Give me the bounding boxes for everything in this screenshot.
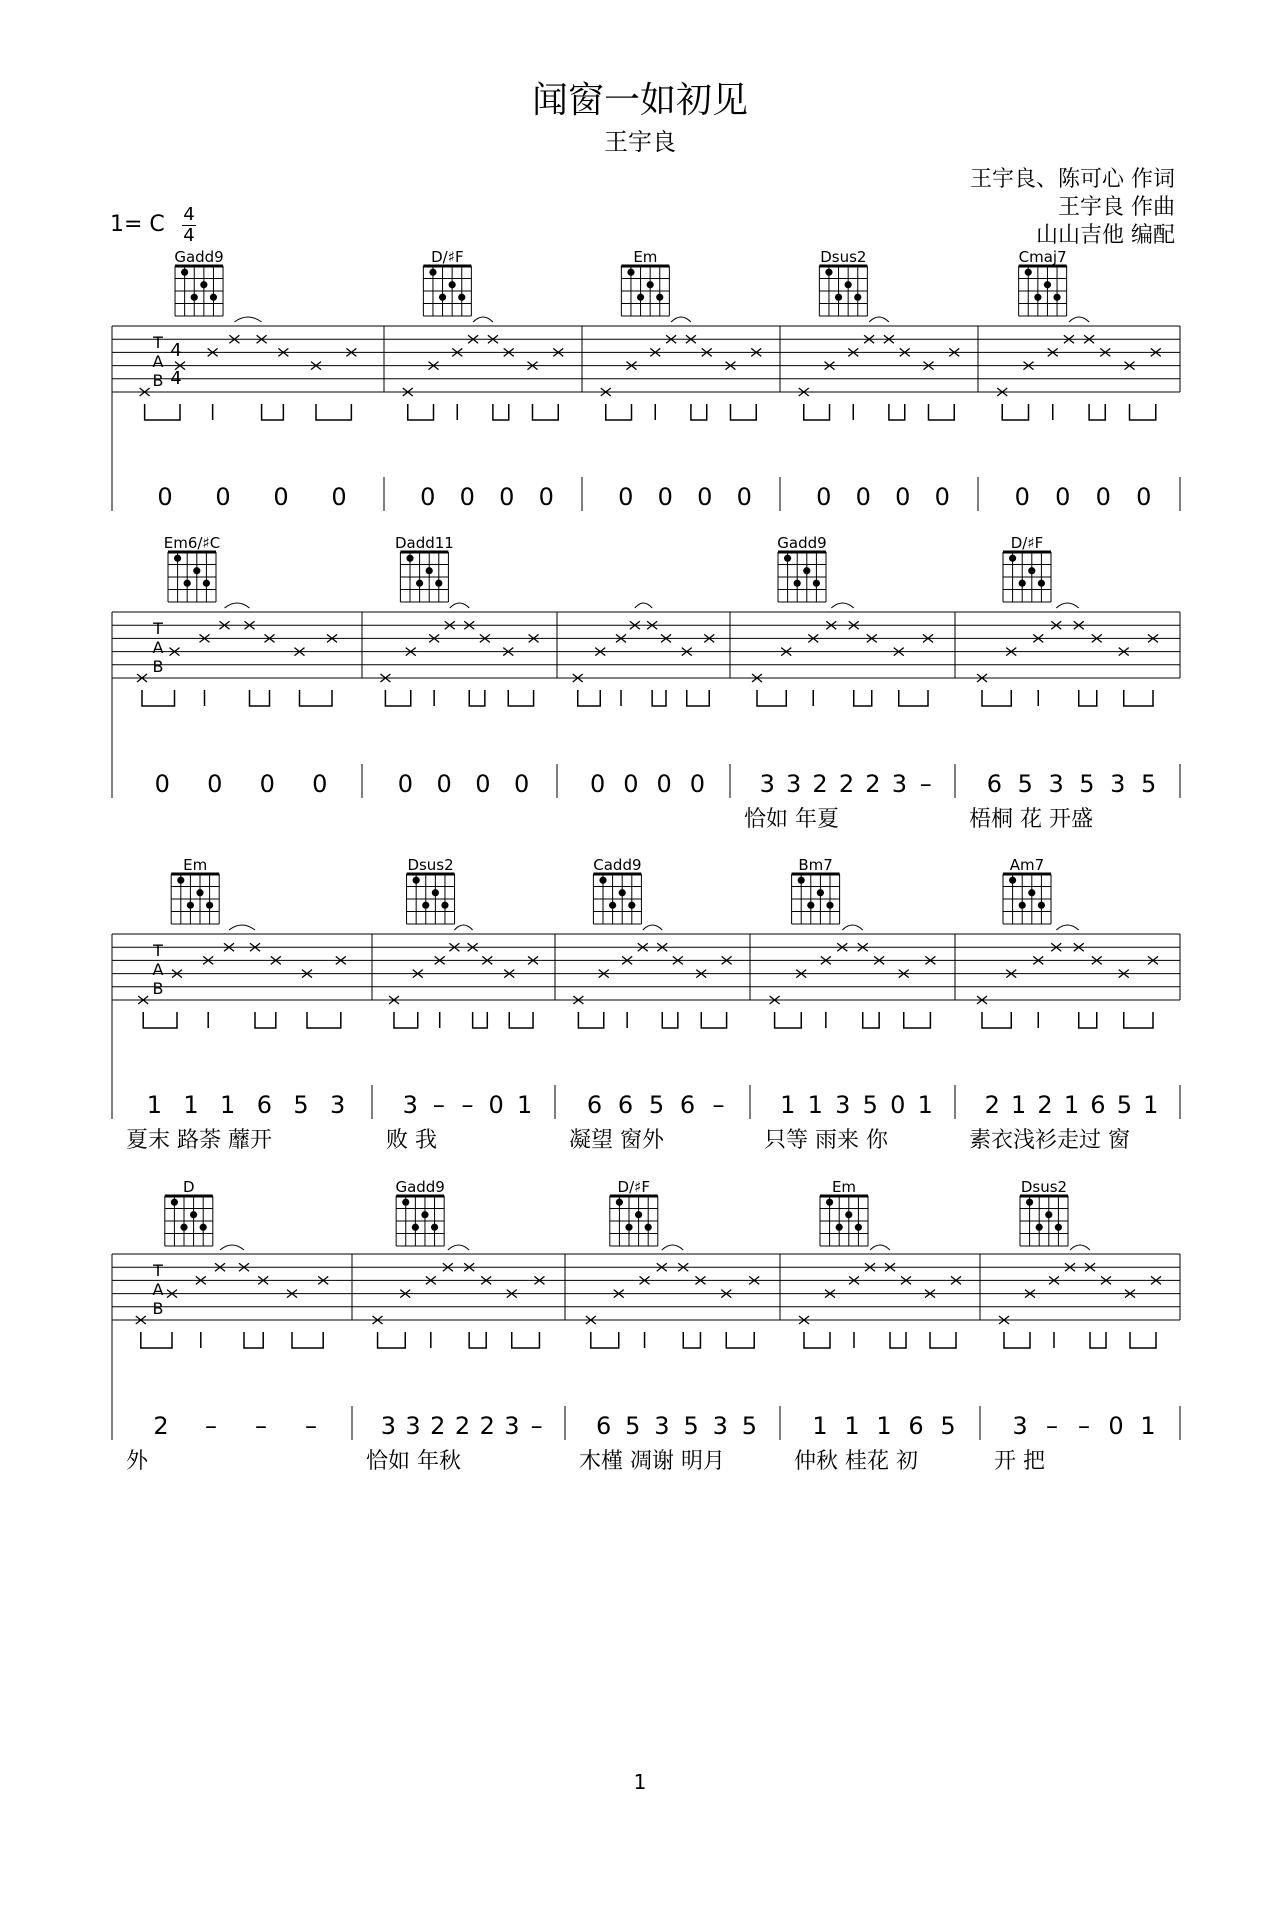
tab-clef-letter: B bbox=[152, 1299, 164, 1318]
diagram-dot bbox=[426, 567, 433, 574]
chord-name: Bm7 bbox=[798, 856, 833, 874]
jianpu-note: 1 bbox=[812, 1412, 828, 1440]
measure-4 bbox=[744, 534, 933, 832]
chord-name: Gadd9 bbox=[174, 248, 224, 266]
lyric-text: 夏末 路荼 蘼开 bbox=[126, 1128, 272, 1153]
chord-name: D/♯F bbox=[431, 248, 464, 266]
diagram-dot bbox=[1038, 902, 1045, 909]
tie-arc bbox=[671, 317, 691, 322]
lyric-text: 梧桐 花 开盛 bbox=[969, 807, 1093, 832]
measure-4 bbox=[764, 856, 935, 1153]
diagram-dot bbox=[413, 877, 420, 884]
jianpu-note: – bbox=[919, 770, 932, 798]
measure-5 bbox=[969, 534, 1158, 832]
jianpu-note: – bbox=[432, 1091, 445, 1119]
jianpu-note: 5 bbox=[1017, 770, 1033, 798]
jianpu-note: 5 bbox=[940, 1412, 956, 1440]
tab-beam bbox=[408, 404, 558, 420]
tie-arc bbox=[1056, 603, 1079, 608]
diagram-dot bbox=[845, 281, 852, 288]
tab-beam bbox=[982, 690, 1153, 706]
diagram-dot bbox=[406, 555, 413, 562]
diagram-dot bbox=[854, 294, 861, 301]
tie-arc bbox=[473, 317, 493, 322]
system-2 bbox=[112, 534, 1180, 832]
jianpu-note: 3 bbox=[1048, 770, 1064, 798]
jianpu-note: 0 bbox=[273, 483, 289, 511]
tie-arc bbox=[643, 925, 663, 930]
tie-arc bbox=[225, 603, 250, 608]
diagram-dot bbox=[184, 580, 191, 587]
jianpu-note: 0 bbox=[1108, 1412, 1124, 1440]
tab-beam bbox=[145, 404, 352, 420]
tab-clef-letter: T bbox=[153, 941, 163, 960]
time-sig-denominator: 4 bbox=[183, 225, 195, 246]
diagram-dot bbox=[637, 294, 644, 301]
diagram-dot bbox=[210, 294, 217, 301]
diagram-dot bbox=[421, 1211, 428, 1218]
diagram-dot bbox=[855, 1224, 862, 1231]
lyric-text: 只等 雨来 你 bbox=[764, 1128, 888, 1153]
diagram-dot bbox=[635, 1211, 642, 1218]
jianpu-note: 0 bbox=[154, 770, 170, 798]
measure-1 bbox=[126, 1178, 328, 1474]
diagram-dot bbox=[193, 567, 200, 574]
jianpu-note: 0 bbox=[934, 483, 950, 511]
jianpu-note: 6 bbox=[256, 1091, 272, 1119]
jianpu-note: 1 bbox=[183, 1091, 199, 1119]
measure-4 bbox=[794, 1178, 961, 1474]
jianpu-note: – bbox=[712, 1091, 725, 1119]
jianpu-note: 1 bbox=[220, 1091, 236, 1119]
diagram-dot bbox=[200, 281, 207, 288]
jianpu-note: 0 bbox=[895, 483, 911, 511]
chord-name: Dsus2 bbox=[1020, 1178, 1068, 1196]
chord-name: Dadd11 bbox=[394, 534, 454, 552]
tab-beam bbox=[1004, 1332, 1156, 1348]
diagram-dot bbox=[1026, 1199, 1033, 1206]
tie-arc bbox=[635, 603, 652, 608]
jianpu-note: 3 bbox=[330, 1091, 346, 1119]
jianpu-note: 0 bbox=[697, 483, 713, 511]
diagram-dot bbox=[645, 1224, 652, 1231]
tab-beam bbox=[591, 1332, 754, 1348]
jianpu-note: – bbox=[205, 1412, 217, 1440]
jianpu-note: 5 bbox=[1140, 770, 1157, 798]
diagram-dot bbox=[1028, 567, 1035, 574]
diagram-dot bbox=[1053, 294, 1060, 301]
tab-beam bbox=[775, 1012, 931, 1028]
jianpu-note: 5 bbox=[293, 1091, 309, 1119]
diagram-dot bbox=[1009, 877, 1016, 884]
jianpu-note: 0 bbox=[157, 483, 173, 511]
jianpu-note: 3 bbox=[891, 770, 907, 798]
chord-name: Em6/♯C bbox=[163, 534, 221, 552]
lyric-text: 恰如 年夏 bbox=[744, 807, 839, 832]
tab-beam bbox=[385, 690, 533, 706]
jianpu-note: 2 bbox=[153, 1412, 169, 1440]
diagram-dot bbox=[794, 580, 801, 587]
jianpu-note: 2 bbox=[812, 770, 828, 798]
jianpu-note: 0 bbox=[618, 483, 634, 511]
measure-4 bbox=[799, 248, 959, 511]
jianpu-note: 5 bbox=[625, 1412, 641, 1440]
tie-arc bbox=[450, 603, 470, 608]
measure-3 bbox=[601, 248, 761, 511]
jianpu-note: 0 bbox=[207, 770, 223, 798]
measure-3 bbox=[573, 603, 714, 798]
system-3 bbox=[112, 856, 1180, 1153]
jianpu-note: 3 bbox=[504, 1412, 520, 1440]
jianpu-note: 0 bbox=[1136, 483, 1152, 511]
measure-2 bbox=[386, 856, 538, 1153]
jianpu-note: – bbox=[305, 1412, 317, 1440]
diagram-dot bbox=[784, 555, 791, 562]
tab-beam bbox=[757, 690, 928, 706]
diagram-dot bbox=[449, 281, 456, 288]
jianpu-note: 1 bbox=[876, 1412, 892, 1440]
jianpu-note: 1 bbox=[1143, 1091, 1159, 1119]
jianpu-note: 0 bbox=[589, 770, 606, 798]
diagram-dot bbox=[206, 902, 213, 909]
measure-5 bbox=[994, 1178, 1161, 1474]
key-signature: 1= C bbox=[110, 212, 165, 237]
diagram-dot bbox=[458, 294, 465, 301]
jianpu-note: 2 bbox=[838, 770, 855, 798]
diagram-dot bbox=[190, 1211, 197, 1218]
jianpu-note: 5 bbox=[741, 1412, 758, 1440]
jianpu-note: 5 bbox=[683, 1412, 699, 1440]
jianpu-note: 3 bbox=[786, 770, 802, 798]
jianpu-note: 0 bbox=[1055, 483, 1071, 511]
credit-arranger: 山山吉他 编配 bbox=[1036, 223, 1175, 248]
jianpu-note: – bbox=[530, 1412, 543, 1440]
diagram-dot bbox=[412, 1224, 419, 1231]
diagram-dot bbox=[1034, 294, 1041, 301]
jianpu-note: 3 bbox=[654, 1412, 670, 1440]
jianpu-note: 0 bbox=[816, 483, 832, 511]
jianpu-note: 1 bbox=[517, 1091, 533, 1119]
jianpu-note: 5 bbox=[648, 1091, 665, 1119]
jianpu-note: 6 bbox=[679, 1091, 696, 1119]
jianpu-note: 1 bbox=[844, 1412, 860, 1440]
jianpu-note: 1 bbox=[917, 1091, 933, 1119]
diagram-dot bbox=[174, 555, 181, 562]
diagram-dot bbox=[609, 902, 616, 909]
diagram-dot bbox=[203, 580, 210, 587]
chord-name: D/♯F bbox=[1010, 534, 1044, 552]
diagram-dot bbox=[836, 1224, 843, 1231]
jianpu-note: 0 bbox=[420, 483, 436, 511]
lyric-text: 仲秋 桂花 初 bbox=[794, 1449, 918, 1474]
diagram-dot bbox=[1055, 1224, 1062, 1231]
diagram-dot bbox=[647, 281, 654, 288]
tie-arc bbox=[1070, 1245, 1090, 1250]
diagram-dot bbox=[187, 902, 194, 909]
jianpu-note: 3 bbox=[712, 1412, 728, 1440]
chord-name: Em bbox=[183, 856, 208, 874]
jianpu-note: 1 bbox=[1011, 1091, 1027, 1119]
tie-arc bbox=[870, 1245, 890, 1250]
diagram-dot bbox=[625, 1224, 632, 1231]
jianpu-note: 0 bbox=[499, 483, 515, 511]
diagram-dot bbox=[1019, 902, 1026, 909]
tie-arc bbox=[454, 925, 472, 930]
diagram-dot bbox=[429, 269, 436, 276]
diagram-dot bbox=[1009, 555, 1016, 562]
chord-name: D bbox=[183, 1178, 195, 1196]
credit-lyrics: 王宇良、陈可心 作词 bbox=[970, 167, 1175, 192]
measure-2 bbox=[403, 248, 563, 511]
jianpu-note: 1 bbox=[780, 1091, 796, 1119]
jianpu-note: 3 bbox=[835, 1091, 851, 1119]
chord-name: Cadd9 bbox=[593, 856, 642, 874]
diagram-dot bbox=[431, 1224, 438, 1231]
jianpu-note: 0 bbox=[475, 770, 491, 798]
tab-beam bbox=[606, 404, 756, 420]
jianpu-note: 2 bbox=[430, 1412, 446, 1440]
jianpu-note: 0 bbox=[538, 483, 554, 511]
tie-arc bbox=[662, 1245, 684, 1250]
jianpu-note: 6 bbox=[617, 1091, 634, 1119]
jianpu-note: 0 bbox=[436, 770, 452, 798]
tab-beam bbox=[143, 1012, 341, 1028]
measure-1 bbox=[137, 534, 337, 798]
tie-arc bbox=[869, 317, 889, 322]
jianpu-note: 0 bbox=[459, 483, 475, 511]
tab-beam bbox=[804, 1332, 956, 1348]
diagram-dot bbox=[835, 294, 842, 301]
tab-beam bbox=[804, 404, 954, 420]
jianpu-note: 0 bbox=[215, 483, 231, 511]
tab-beam bbox=[141, 1332, 323, 1348]
tab-beam bbox=[578, 690, 709, 706]
tie-arc bbox=[842, 925, 863, 930]
jianpu-note: 0 bbox=[890, 1091, 906, 1119]
system-4 bbox=[112, 1178, 1180, 1474]
jianpu-note: 6 bbox=[908, 1412, 924, 1440]
system-1 bbox=[112, 248, 1180, 511]
jianpu-note: – bbox=[1046, 1412, 1058, 1440]
jianpu-note: 0 bbox=[513, 770, 530, 798]
diagram-dot bbox=[432, 889, 439, 896]
tab-time-num: 4 bbox=[170, 340, 182, 361]
jianpu-note: 2 bbox=[984, 1091, 1000, 1119]
diagram-dot bbox=[599, 877, 606, 884]
tab-clef-letter: B bbox=[152, 979, 164, 998]
diagram-dot bbox=[1036, 1224, 1043, 1231]
tab-time-den: 4 bbox=[170, 368, 182, 389]
jianpu-note: 1 bbox=[1140, 1412, 1156, 1440]
diagram-dot bbox=[441, 902, 448, 909]
jianpu-note: 2 bbox=[479, 1412, 495, 1440]
tab-beam bbox=[982, 1012, 1153, 1028]
tab-beam bbox=[142, 690, 332, 706]
measure-2 bbox=[366, 1178, 544, 1474]
jianpu-note: 5 bbox=[1116, 1091, 1132, 1119]
diagram-dot bbox=[439, 294, 446, 301]
jianpu-note: 0 bbox=[259, 770, 275, 798]
chord-name: Cmaj7 bbox=[1018, 248, 1067, 266]
tab-clef-letter: T bbox=[153, 333, 163, 352]
measure-1 bbox=[126, 856, 346, 1153]
tab-clef-letter: A bbox=[152, 960, 164, 979]
diagram-dot bbox=[807, 902, 814, 909]
tab-clef-letter: T bbox=[153, 1261, 163, 1280]
diagram-dot bbox=[817, 889, 824, 896]
tab-clef-letter: T bbox=[153, 619, 163, 638]
measure-3 bbox=[579, 1178, 759, 1474]
jianpu-note: 3 bbox=[759, 770, 775, 798]
diagram-dot bbox=[826, 902, 833, 909]
diagram-dot bbox=[1044, 281, 1051, 288]
chord-name: D/♯F bbox=[617, 1178, 651, 1196]
chord-name: Dsus2 bbox=[820, 248, 867, 266]
diagram-dot bbox=[1025, 269, 1032, 276]
tab-clef-letter: A bbox=[152, 352, 164, 371]
diagram-dot bbox=[171, 1199, 178, 1206]
chord-name: Em bbox=[633, 248, 658, 266]
jianpu-note: 0 bbox=[312, 770, 328, 798]
jianpu-note: – bbox=[461, 1091, 474, 1119]
lyric-text: 素衣浅衫走过 窗 bbox=[969, 1128, 1130, 1153]
measure-3 bbox=[569, 856, 732, 1153]
diagram-dot bbox=[1019, 580, 1026, 587]
chord-name: Em bbox=[831, 1178, 857, 1196]
diagram-dot bbox=[180, 1224, 187, 1231]
measure-5 bbox=[997, 248, 1161, 511]
diagram-dot bbox=[619, 889, 626, 896]
jianpu-note: 0 bbox=[397, 770, 414, 798]
diagram-dot bbox=[402, 1199, 409, 1206]
jianpu-note: 6 bbox=[1090, 1091, 1106, 1119]
diagram-dot bbox=[628, 902, 635, 909]
jianpu-note: 0 bbox=[1014, 483, 1030, 511]
diagram-dot bbox=[196, 889, 203, 896]
jianpu-note: – bbox=[255, 1412, 267, 1440]
diagram-dot bbox=[177, 877, 184, 884]
jianpu-note: 0 bbox=[1095, 483, 1111, 511]
jianpu-note: 3 bbox=[1012, 1412, 1028, 1440]
diagram-dot bbox=[826, 1199, 833, 1206]
lyric-text: 开 把 bbox=[994, 1449, 1045, 1474]
tie-arc bbox=[229, 925, 255, 930]
jianpu-note: 6 bbox=[986, 770, 1003, 798]
jianpu-note: 3 bbox=[402, 1091, 418, 1119]
tab-clef-letter: B bbox=[152, 657, 164, 676]
diagram-dot bbox=[627, 269, 634, 276]
jianpu-note: 0 bbox=[855, 483, 871, 511]
jianpu-note: 2 bbox=[865, 770, 881, 798]
lyric-text: 外 bbox=[126, 1449, 149, 1474]
song-artist: 王宇良 bbox=[604, 128, 676, 156]
jianpu-note: 1 bbox=[146, 1091, 162, 1119]
jianpu-note: 0 bbox=[488, 1091, 504, 1119]
credit-music: 王宇良 作曲 bbox=[1058, 195, 1175, 220]
page-number: 1 bbox=[633, 1770, 647, 1794]
chord-name: Am7 bbox=[1009, 856, 1045, 874]
diagram-dot bbox=[191, 294, 198, 301]
diagram-dot bbox=[435, 580, 442, 587]
tab-clef-letter: A bbox=[152, 1280, 164, 1299]
diagram-dot bbox=[803, 567, 810, 574]
tab-beam bbox=[578, 1012, 726, 1028]
tie-arc bbox=[234, 317, 261, 322]
jianpu-note: 3 bbox=[380, 1412, 396, 1440]
jianpu-note: 0 bbox=[689, 770, 706, 798]
diagram-dot bbox=[1038, 580, 1045, 587]
chord-name: Gadd9 bbox=[777, 534, 827, 552]
diagram-dot bbox=[845, 1211, 852, 1218]
tie-arc bbox=[220, 1245, 244, 1250]
diagram-dot bbox=[616, 1199, 623, 1206]
jianpu-note: 6 bbox=[586, 1091, 603, 1119]
jianpu-note: – bbox=[1078, 1412, 1090, 1440]
diagram-dot bbox=[798, 877, 805, 884]
jianpu-note: 6 bbox=[595, 1412, 612, 1440]
tab-beam bbox=[1002, 404, 1156, 420]
jianpu-note: 5 bbox=[1079, 770, 1095, 798]
song-title: 闻窗一如初见 bbox=[531, 80, 748, 121]
jianpu-note: 0 bbox=[657, 483, 673, 511]
tab-beam bbox=[394, 1012, 533, 1028]
diagram-dot bbox=[1045, 1211, 1052, 1218]
jianpu-note: 0 bbox=[331, 483, 347, 511]
lyric-text: 恰如 年秋 bbox=[366, 1449, 461, 1474]
chord-name: Gadd9 bbox=[395, 1178, 445, 1196]
tab-beam bbox=[378, 1332, 540, 1348]
tab-clef-letter: B bbox=[152, 371, 164, 390]
lyric-text: 败 我 bbox=[386, 1128, 437, 1153]
diagram-dot bbox=[1028, 889, 1035, 896]
diagram-dot bbox=[416, 580, 423, 587]
diagram-dot bbox=[825, 269, 832, 276]
jianpu-note: 1 bbox=[807, 1091, 823, 1119]
diagram-dot bbox=[181, 269, 188, 276]
diagram-dot bbox=[200, 1224, 207, 1231]
tie-arc bbox=[1056, 925, 1079, 930]
tie-arc bbox=[831, 603, 854, 608]
tie-arc bbox=[448, 1245, 469, 1250]
measure-5 bbox=[969, 856, 1158, 1153]
jianpu-note: 3 bbox=[405, 1412, 421, 1440]
jianpu-note: 2 bbox=[1037, 1091, 1053, 1119]
jianpu-note: 2 bbox=[454, 1412, 471, 1440]
tab-clef-letter: A bbox=[152, 638, 164, 657]
time-sig-numerator: 4 bbox=[183, 204, 195, 225]
tie-arc bbox=[1069, 317, 1089, 322]
jianpu-note: 1 bbox=[1063, 1091, 1080, 1119]
chord-name: Dsus2 bbox=[407, 856, 454, 874]
diagram-dot bbox=[656, 294, 663, 301]
jianpu-note: 3 bbox=[1110, 770, 1126, 798]
lyric-text: 凝望 窗外 bbox=[569, 1128, 664, 1153]
measure-2 bbox=[380, 534, 538, 798]
lyric-text: 木槿 凋谢 明月 bbox=[579, 1449, 725, 1474]
diagram-dot bbox=[422, 902, 429, 909]
jianpu-note: 0 bbox=[736, 483, 752, 511]
jianpu-note: 0 bbox=[656, 770, 672, 798]
jianpu-note: 0 bbox=[623, 770, 639, 798]
jianpu-note: 5 bbox=[862, 1091, 878, 1119]
diagram-dot bbox=[813, 580, 820, 587]
